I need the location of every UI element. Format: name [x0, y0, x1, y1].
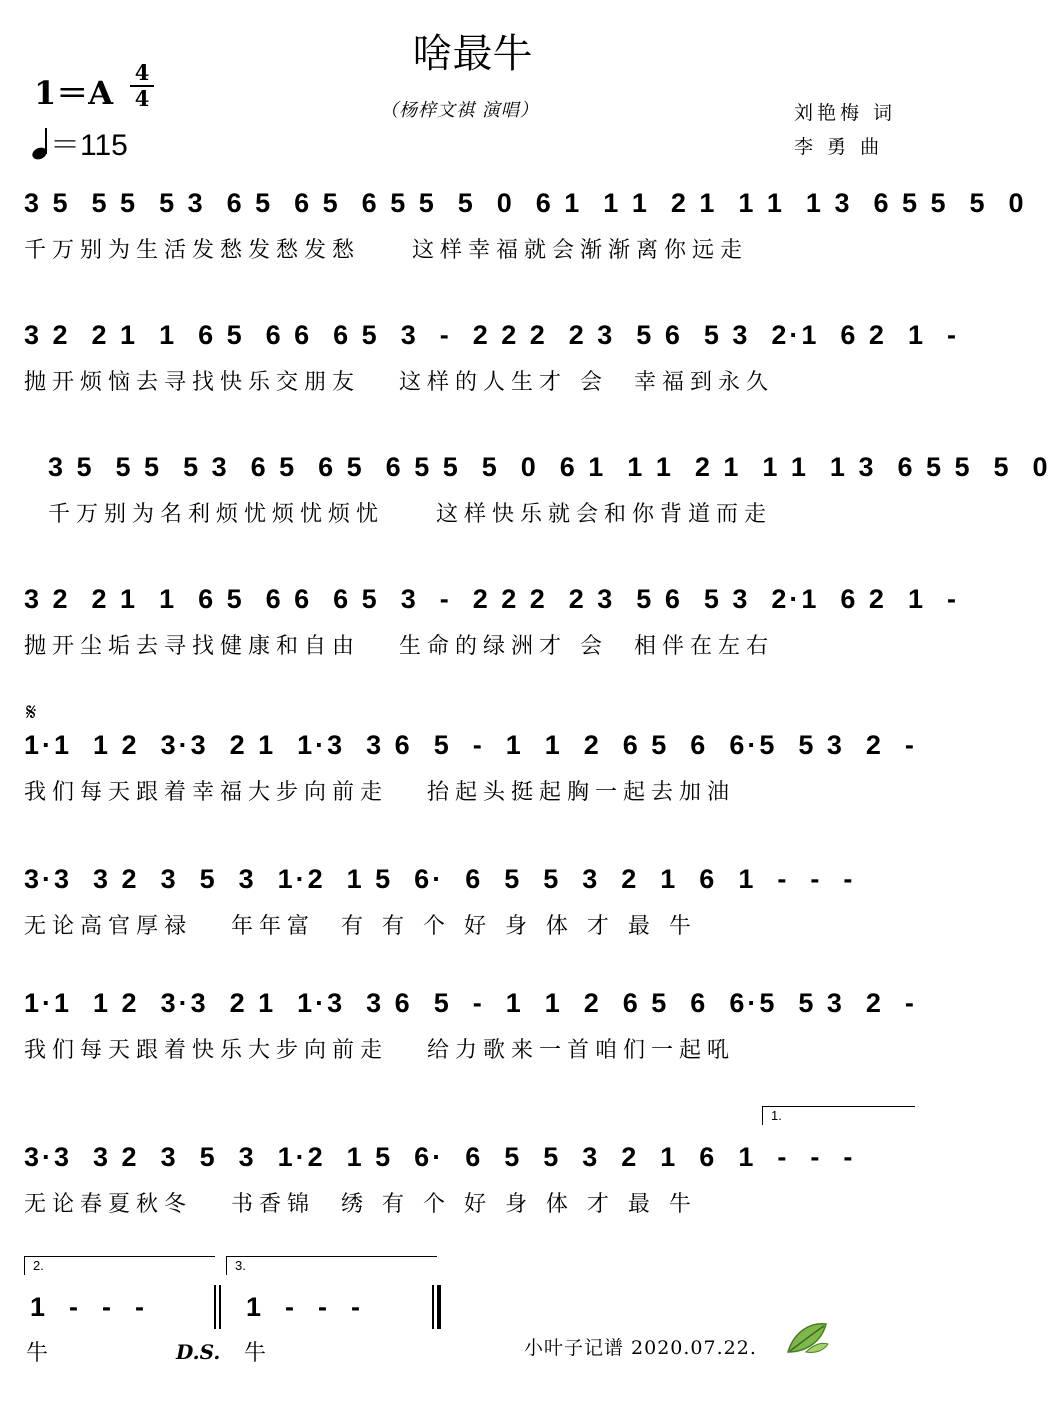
tempo-value: ＝115 [50, 129, 128, 162]
tempo-marking [32, 120, 128, 164]
singer-credit: （杨梓文祺 演唱） [380, 100, 539, 121]
volta-bracket-3 [226, 1256, 437, 1275]
notes-line: 3 2 2 1 1 6 5 6 6 6 5 3 - 2 2 2 2 3 5 6 5 3 2·1 6 2 1 - [24, 320, 959, 350]
notes-line: 3 5 5 5 5 3 6 5 6 5 6 5 5 5 0 6 1 1 1 2 1 1 1 1 3 6 5 5 5 0 [24, 188, 1027, 218]
time-signature [130, 62, 154, 110]
time-signature-bottom: 4 [134, 86, 150, 111]
score-system-7 [24, 988, 924, 1064]
double-barline [214, 1285, 216, 1329]
notes-line: 3 2 2 1 1 6 5 6 6 6 5 3 - 2 2 2 2 3 5 6 5 3 2·1 6 2 1 - [24, 584, 959, 614]
quarter-note-icon [32, 129, 50, 159]
score-system-2 [24, 320, 959, 396]
notes-line: 3 5 5 5 5 3 6 5 6 5 6 5 5 5 0 6 1 1 1 2 1 1 1 1 3 6 5 5 5 0 [48, 452, 1051, 482]
score-system-8 [24, 1142, 924, 1218]
time-signature-top: 4 [134, 60, 150, 85]
volta-bracket-1 [762, 1106, 915, 1125]
volta-label: 1. [771, 1108, 782, 1123]
lyrics-line: 无论春夏秋冬 书香锦 绣 有 个 好 身 体 才 最 牛 [24, 1192, 697, 1217]
volta-bracket-2 [24, 1256, 215, 1275]
transcriber-credit: 小叶子记谱 2020.07.22. [524, 1337, 757, 1359]
key-signature: 1＝A [34, 74, 114, 112]
ending-2-notes: 1 - - - [30, 1292, 147, 1322]
notes-line: 1·1 1 2 3·3 2 1 1·3 3 6 5 - 1 1 2 6 5 6 6·5 5 3 2 - [24, 988, 917, 1018]
lyrics-line: 千万别为生活发愁发愁发愁 这样幸福就会渐渐离你远走 [24, 238, 748, 263]
double-barline [219, 1285, 221, 1329]
volta-label: 3. [235, 1258, 246, 1273]
ending-3-lyric: 牛 [244, 1341, 273, 1366]
score-system-6 [24, 864, 924, 940]
final-barline-thick [437, 1285, 441, 1329]
score-system-3 [24, 452, 1051, 528]
lyrics-line: 抛开尘垢去寻找健康和自由 生命的绿洲才 会 相伴在左右 [24, 634, 774, 659]
lyricist-credit: 刘艳梅 词 [794, 102, 897, 124]
lyrics-line: 千万别为名利烦忧烦忧烦忧 这样快乐就会和你背道而走 [48, 502, 772, 527]
dal-segno-marking: D.S. [176, 1340, 221, 1364]
notes-line: 3·3 3 2 3 5 3 1·2 1 5 6· 6 5 5 3 2 1 6 1 - - - [24, 864, 856, 894]
score-system-5 [24, 730, 924, 806]
song-title: 啥最牛 [412, 31, 533, 77]
score-system-1 [24, 188, 1027, 264]
final-barline-thin [432, 1285, 434, 1329]
composer-credit: 李 勇 曲 [794, 136, 884, 158]
segno-sign: 𝄋 [26, 698, 37, 726]
lyrics-line: 我们每天跟着幸福大步向前走 抬起头挺起胸一起去加油 [24, 780, 735, 805]
volta-label: 2. [33, 1258, 44, 1273]
ending-3-notes: 1 - - - [246, 1292, 363, 1322]
lyrics-line: 抛开烦恼去寻找快乐交朋友 这样的人生才 会 幸福到永久 [24, 370, 774, 395]
score-system-4 [24, 584, 959, 660]
lyrics-line: 无论高官厚禄 年年富 有 有 个 好 身 体 才 最 牛 [24, 914, 697, 939]
lyrics-line: 我们每天跟着快乐大步向前走 给力歌来一首咱们一起吼 [24, 1038, 735, 1063]
notes-line: 1·1 1 2 3·3 2 1 1·3 3 6 5 - 1 1 2 6 5 6 6·5 5 3 2 - [24, 730, 917, 760]
ending-2-lyric: 牛 [26, 1341, 55, 1366]
notes-line: 3·3 3 2 3 5 3 1·2 1 5 6· 6 5 5 3 2 1 6 1 - - - [24, 1142, 856, 1172]
leaf-icon [784, 1318, 830, 1362]
